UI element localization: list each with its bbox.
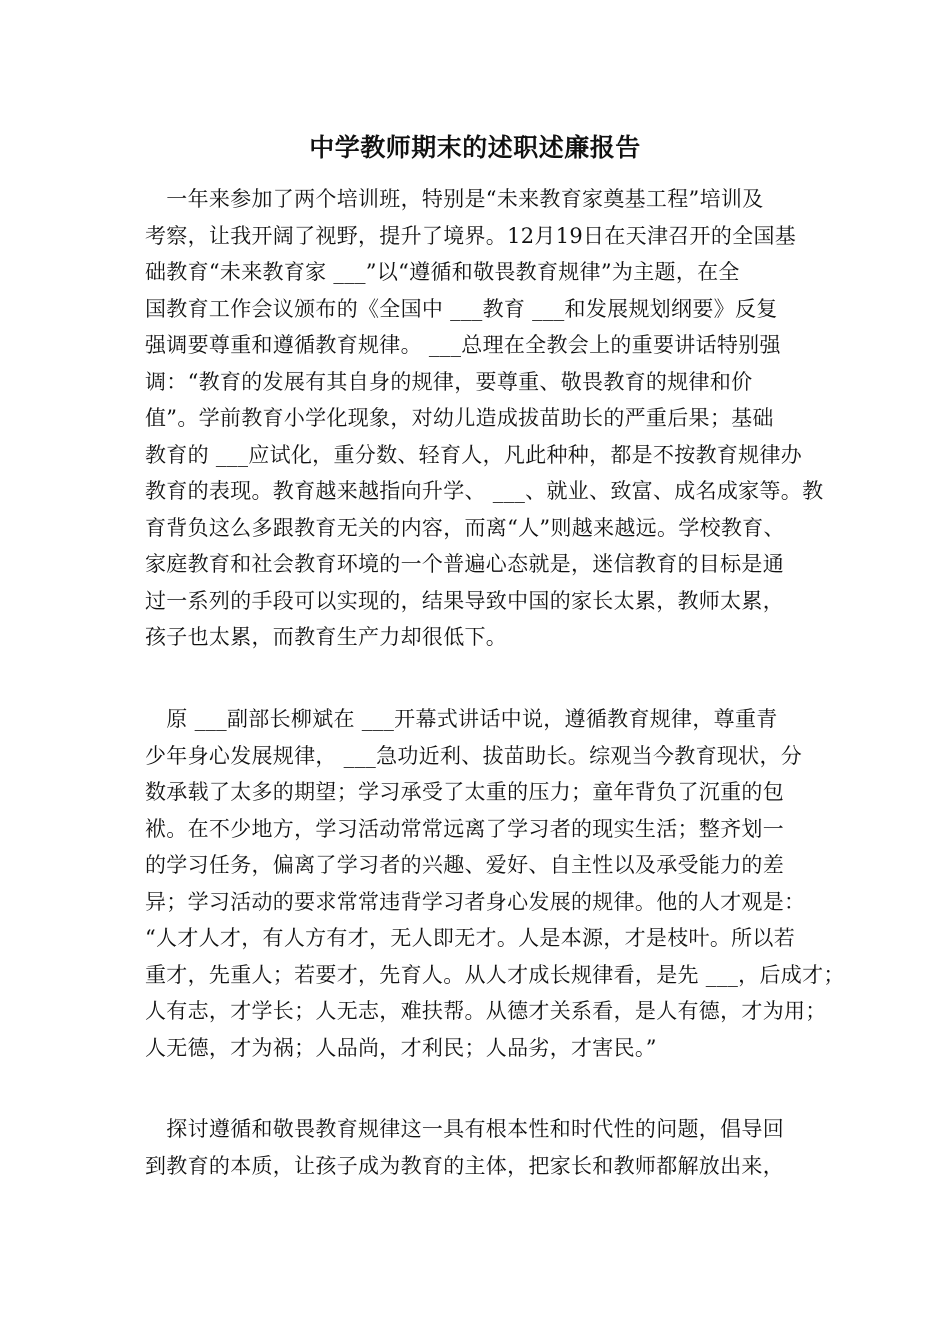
paragraph-1 [145, 181, 825, 656]
paragraph-line: 孩子也太累，而教育生产力却很低下。 [145, 625, 508, 649]
paragraph-3 [145, 1111, 825, 1184]
paragraph-line: 一年来参加了两个培训班，特别是“未来教育家奠基工程”培训及 [145, 187, 764, 211]
paragraph-line: 原 ___副部长柳斌在 ___开幕式讲话中说，遵循教育规律，尊重青 [145, 707, 778, 731]
paragraph-line: 人有志，才学长；人无志，难扶帮。从德才关系看，是人有德，才为用； [145, 999, 827, 1023]
paragraph-line: “人才人才，有人方有才，无人即无才。人是本源，才是枝叶。所以若 [145, 926, 796, 950]
paragraph-line: 教育的 ___应试化，重分数、轻育人，凡此种种，都是不按教育规律办 [145, 442, 803, 467]
paragraph-line: 数承载了太多的期望；学习承受了太重的压力；童年背负了沉重的包 [145, 780, 784, 804]
paragraph-line: 袱。在不少地方，学习活动常常远离了学习者的现实生活；整齐划一 [145, 816, 784, 841]
paragraph-line: 重才，先重人；若要才，先育人。从人才成长规律看，是先 ___，后成才； [145, 962, 845, 987]
paragraph-line: 调：“教育的发展有其自身的规律，要尊重、敬畏教育的规律和价 [145, 369, 753, 394]
paragraph-line: 考察，让我开阔了视野，提升了境界。12月19日在天津召开的全国基 [145, 223, 797, 248]
paragraph-line: 教育的表现。教育越来越指向升学、 ___、就业、致富、成名成家等。教 [145, 479, 824, 503]
paragraph-line: 少年身心发展规律， ___急功近利、拔苗助长。综观当今教育现状，分 [145, 743, 803, 768]
paragraph-line: 探讨遵循和敬畏教育规律这一具有根本性和时代性的问题，倡导回 [145, 1117, 784, 1141]
paragraph-line: 育背负这么多跟教育无关的内容，而离“人”则越来越远。学校教育、 [145, 515, 785, 540]
document-title: 中学教师期末的述职述廉报告 [309, 133, 641, 162]
paragraph-line: 过一系列的手段可以实现的，结果导致中国的家长太累，教师太累， [145, 588, 784, 613]
paragraph-line: 异；学习活动的要求常常违背学习者身心发展的规律。他的人才观是： [145, 889, 806, 914]
paragraph-line: 值”。学前教育小学化现象，对幼儿造成拔苗助长的严重后果；基础 [145, 406, 774, 430]
paragraph-line: 到教育的本质，让孩子成为教育的主体，把家长和教师都解放出来， [145, 1153, 784, 1178]
paragraph-line: 国教育工作会议颁布的《全国中 ___教育 ___和发展规划纲要》反复 [145, 296, 778, 321]
paragraph-line: 人无德，才为祸；人品尚，才利民；人品劣，才害民。” [145, 1035, 657, 1060]
paragraph-2 [145, 701, 845, 1066]
paragraph-line: 的学习任务，偏离了学习者的兴趣、爱好、自主性以及承受能力的差 [145, 853, 784, 877]
paragraph-line: 础教育“未来教育家 ___”以“遵循和敬畏教育规律”为主题，在全 [145, 260, 740, 284]
paragraph-line: 强调要尊重和遵循教育规律。 ___总理在全教会上的重要讲话特别强 [145, 333, 781, 357]
paragraph-line: 家庭教育和社会教育环境的一个普遍心态就是，迷信教育的目标是通 [145, 552, 784, 576]
